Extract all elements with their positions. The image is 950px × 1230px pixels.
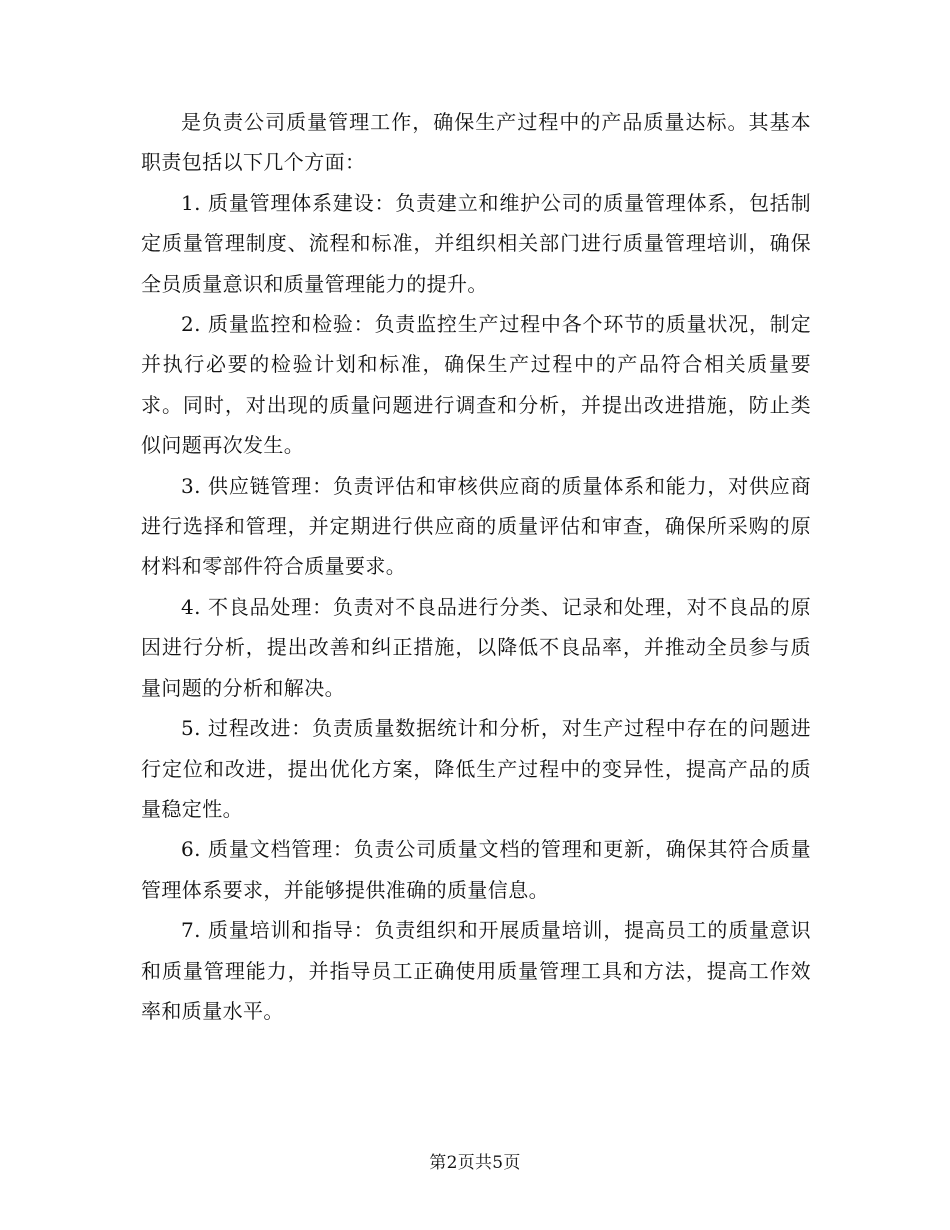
document-body — [141, 102, 811, 1031]
duty-item-7: 7. 质量培训和指导：负责组织和开展质量培训，提高员工的质量意识和质量管理能力，并指导员工正确使用质量管理工具和方法，提高工作效率和质量水平。 — [141, 918, 811, 1023]
duty-item-2: 2. 质量监控和检验：负责监控生产过程中各个环节的质量状况，制定并执行必要的检验计划和标准，确保生产过程中的产品符合相关质量要求。同时，对出现的质量问题进行调查和分析，并提出改进措施，防止类似问题再次发生。 — [141, 312, 811, 458]
intro-paragraph: 是负责公司质量管理工作，确保生产过程中的产品质量达标。其基本职责包括以下几个方面： — [141, 110, 811, 175]
duty-item-5: 5. 过程改进：负责质量数据统计和分析，对生产过程中存在的问题进行定位和改进，提出优化方案，降低生产过程中的变异性，提高产品的质量稳定性。 — [141, 716, 811, 821]
duty-item-4: 4. 不良品处理：负责对不良品进行分类、记录和处理，对不良品的原因进行分析，提出改善和纠正措施，以降低不良品率，并推动全员参与质量问题的分析和解决。 — [141, 594, 811, 700]
page-number-footer: 第2页共5页 — [429, 1153, 521, 1173]
duty-item-1: 1. 质量管理体系建设：负责建立和维护公司的质量管理体系，包括制定质量管理制度、流程和标准，并组织相关部门进行质量管理培训，确保全员质量意识和质量管理能力的提升。 — [141, 190, 811, 296]
duty-item-3: 3. 供应链管理：负责评估和审核供应商的质量体系和能力，对供应商进行选择和管理，并定期进行供应商的质量评估和审查，确保所采购的原材料和零部件符合质量要求。 — [141, 473, 811, 579]
duty-item-6: 6. 质量文档管理：负责公司质量文档的管理和更新，确保其符合质量管理体系要求，并能够提供准确的质量信息。 — [141, 837, 811, 902]
